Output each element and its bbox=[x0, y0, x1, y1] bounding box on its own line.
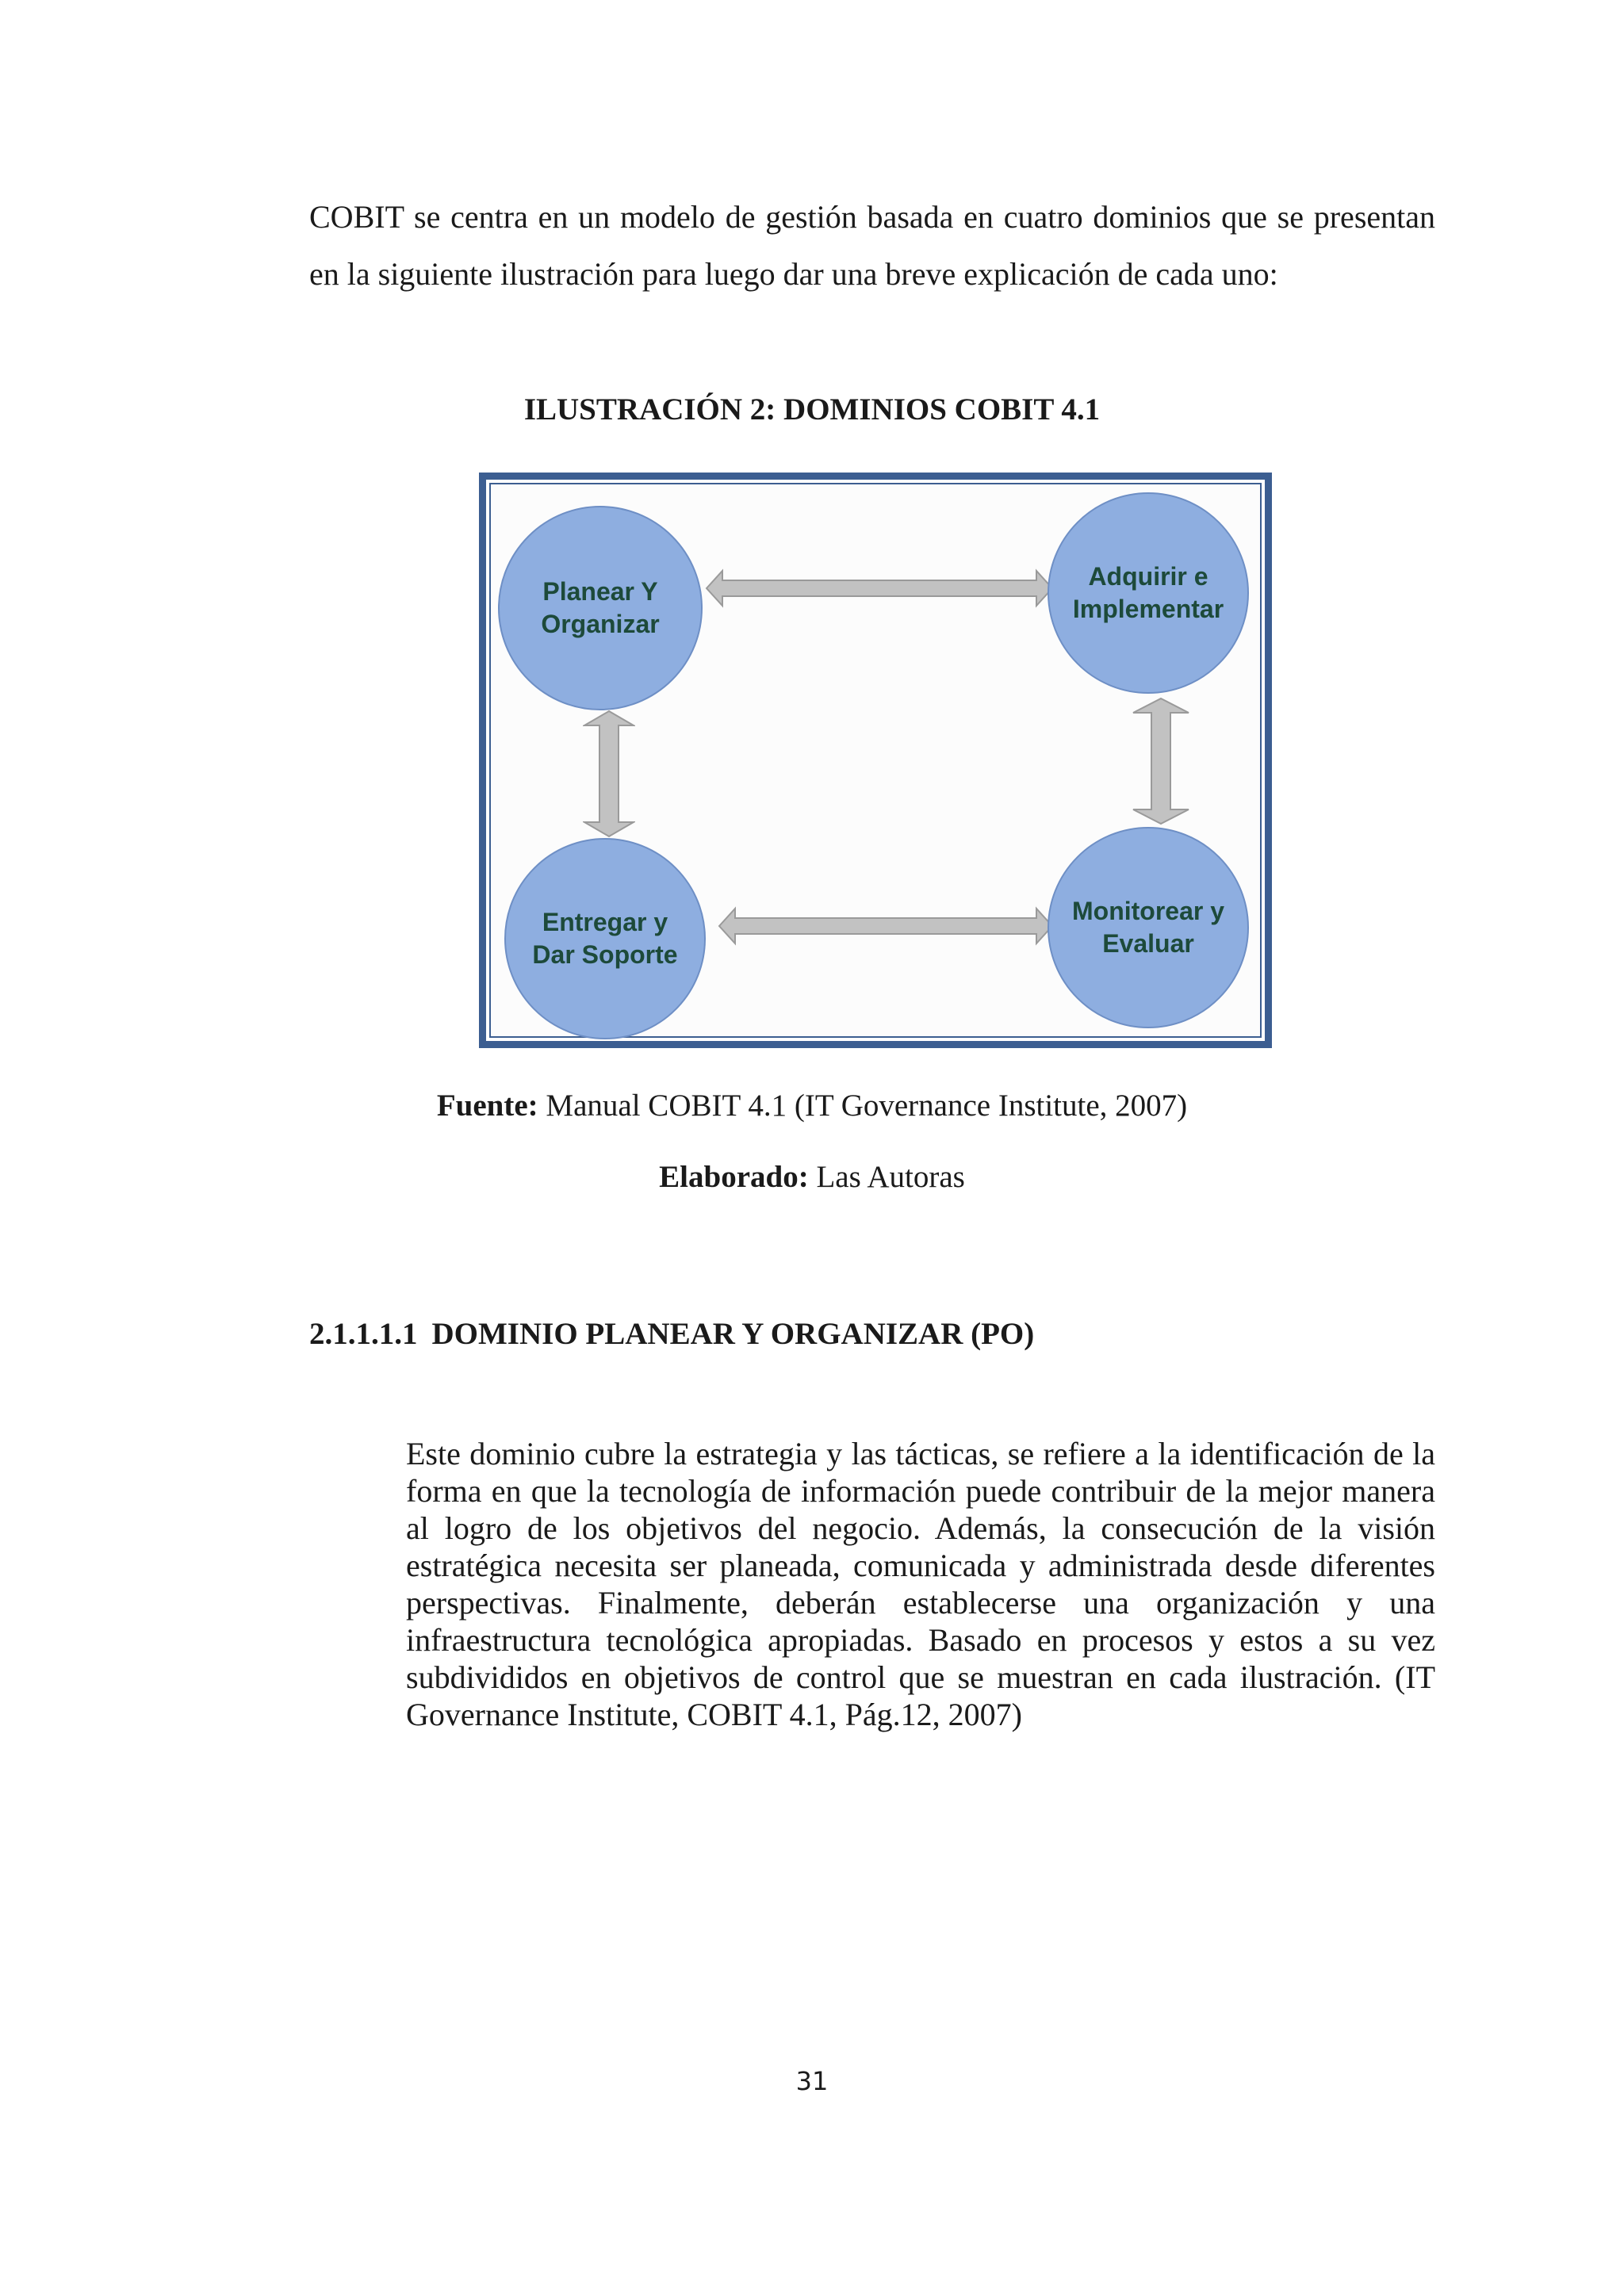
figure-author bbox=[0, 1159, 1624, 1195]
section-title: DOMINIO PLANEAR Y ORGANIZAR (PO) bbox=[431, 1317, 1035, 1351]
intro-paragraph: COBIT se centra en un modelo de gestión basada en cuatro dominios que se presentan en la siguiente ilustración para luego dar una breve explicación de cada uno: bbox=[309, 199, 1435, 292]
figure-title: ILUSTRACIÓN 2: DOMINIOS COBIT 4.1 bbox=[523, 392, 1101, 427]
page-number: 31 bbox=[795, 2066, 829, 2096]
domain-label-monitorear-evaluar: Monitorear y Evaluar bbox=[1071, 897, 1225, 958]
domain-circle-entregar-soporte bbox=[504, 838, 706, 1039]
section-number: 2.1.1.1.1 bbox=[309, 1317, 418, 1351]
domain-label-entregar-soporte: Entregar y Dar Soporte bbox=[532, 908, 678, 969]
domain-label-adquirir-implementar: Adquirir e Implementar bbox=[1072, 562, 1224, 623]
double-arrow-top bbox=[705, 568, 1054, 608]
source-text: Manual COBIT 4.1 (IT Governance Institute, 2007) bbox=[538, 1089, 1188, 1123]
double-arrow-bottom bbox=[718, 906, 1054, 946]
author-text: Las Autoras bbox=[808, 1160, 965, 1194]
domain-label-planear-organizar: Planear Y Organizar bbox=[541, 577, 660, 638]
domain-circle-planear-organizar bbox=[498, 506, 703, 710]
domain-circle-adquirir-implementar bbox=[1048, 492, 1249, 694]
figure-source bbox=[0, 1088, 1624, 1123]
double-arrow-left bbox=[583, 710, 635, 838]
cobit-domains-diagram bbox=[479, 473, 1272, 1048]
author-label: Elaborado: bbox=[659, 1160, 809, 1194]
domain-circle-monitorear-evaluar bbox=[1048, 827, 1249, 1028]
diagram-inner-frame bbox=[489, 483, 1262, 1038]
source-label: Fuente: bbox=[436, 1089, 538, 1123]
double-arrow-right bbox=[1132, 697, 1190, 825]
section-heading bbox=[309, 1316, 1034, 1352]
section-body: Este dominio cubre la estrategia y las tácticas, se refiere a la identificación de la forma en que la tecnología de información puede contribuir de la mejor manera al logro de los objetivos del negocio. Además, la consecución de la visión estratégica necesita ser planeada, comunicada y administrada desde diferentes perspectivas. Finalmente, deberán establecerse una organización y una infraestructura tecnológica apropiadas. Basado en procesos y estos a su vez subdivididos en objetivos de control que se muestran en cada ilustración. (IT Governance Institute, COBIT 4.1, Pág.12, 2007) bbox=[406, 1436, 1435, 1732]
